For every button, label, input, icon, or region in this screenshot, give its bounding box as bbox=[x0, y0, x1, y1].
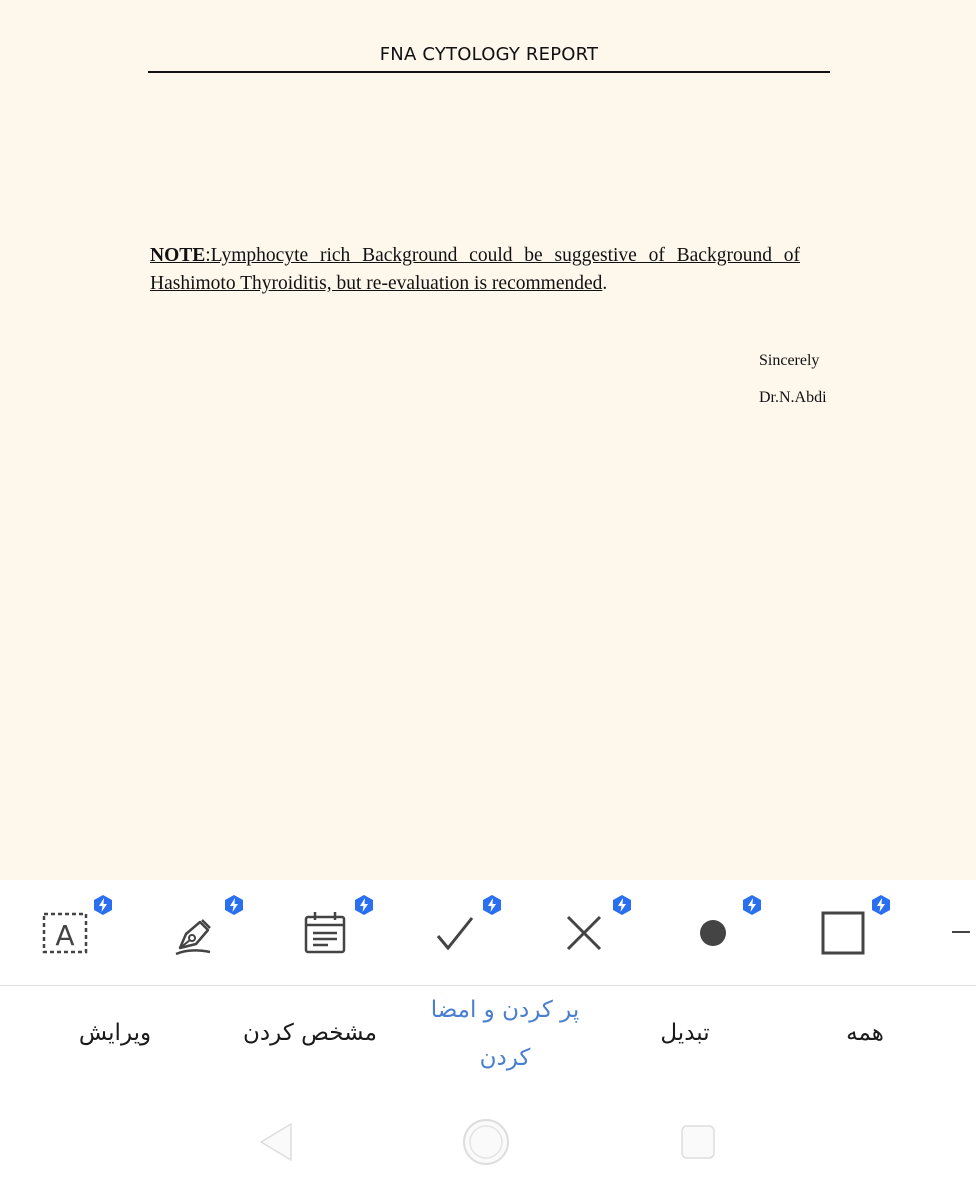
premium-badge-icon bbox=[741, 894, 763, 916]
calendar-icon bbox=[300, 908, 350, 958]
dot-icon bbox=[688, 908, 738, 958]
line-icon[interactable] bbox=[952, 931, 970, 933]
signature-name: Dr.N.Abdi bbox=[759, 389, 827, 406]
tab-fill-sign-label-line1: پر کردن و امضا bbox=[430, 997, 580, 1023]
square-icon bbox=[818, 908, 868, 958]
text-box-icon bbox=[40, 908, 90, 958]
nav-back-button[interactable] bbox=[250, 1117, 300, 1167]
tab-bar bbox=[0, 986, 976, 1091]
home-circle-icon bbox=[461, 1117, 511, 1167]
report-title: FNA CYTOLOGY REPORT bbox=[148, 44, 830, 73]
fill-sign-toolbar bbox=[0, 880, 976, 986]
tab-all[interactable]: همه bbox=[846, 1020, 884, 1046]
premium-badge-icon bbox=[870, 894, 892, 916]
premium-badge-icon bbox=[481, 894, 503, 916]
premium-badge-icon bbox=[223, 894, 245, 916]
closing-text: Sincerely bbox=[759, 352, 820, 369]
note-label: NOTE bbox=[150, 245, 206, 266]
note-paragraph bbox=[150, 242, 800, 298]
tab-edit[interactable]: ویرایش bbox=[78, 1020, 152, 1046]
tab-highlight[interactable]: مشخص کردن bbox=[243, 1020, 377, 1046]
checkmark-icon bbox=[430, 908, 480, 958]
note-text: :Lymphocyte rich Background could be suggestive of Background of Hashimoto Thyroiditis, but re-evaluation is recommended bbox=[150, 245, 800, 294]
premium-badge-icon bbox=[611, 894, 633, 916]
nav-home-button[interactable] bbox=[460, 1117, 512, 1167]
back-triangle-icon bbox=[255, 1120, 295, 1164]
tab-fill-sign-label-line2: کردن bbox=[479, 1045, 531, 1071]
recents-square-icon bbox=[678, 1122, 718, 1162]
tab-convert[interactable]: تبدیل bbox=[660, 1020, 710, 1046]
pen-nib-icon bbox=[170, 908, 220, 958]
premium-badge-icon bbox=[92, 894, 114, 916]
tab-fill-sign[interactable] bbox=[410, 986, 600, 1082]
system-nav-bar bbox=[0, 1095, 976, 1200]
svg-text:A: A bbox=[55, 918, 75, 952]
nav-recents-button[interactable] bbox=[675, 1117, 721, 1167]
premium-badge-icon bbox=[353, 894, 375, 916]
note-end: . bbox=[602, 273, 608, 294]
cross-icon bbox=[559, 908, 609, 958]
